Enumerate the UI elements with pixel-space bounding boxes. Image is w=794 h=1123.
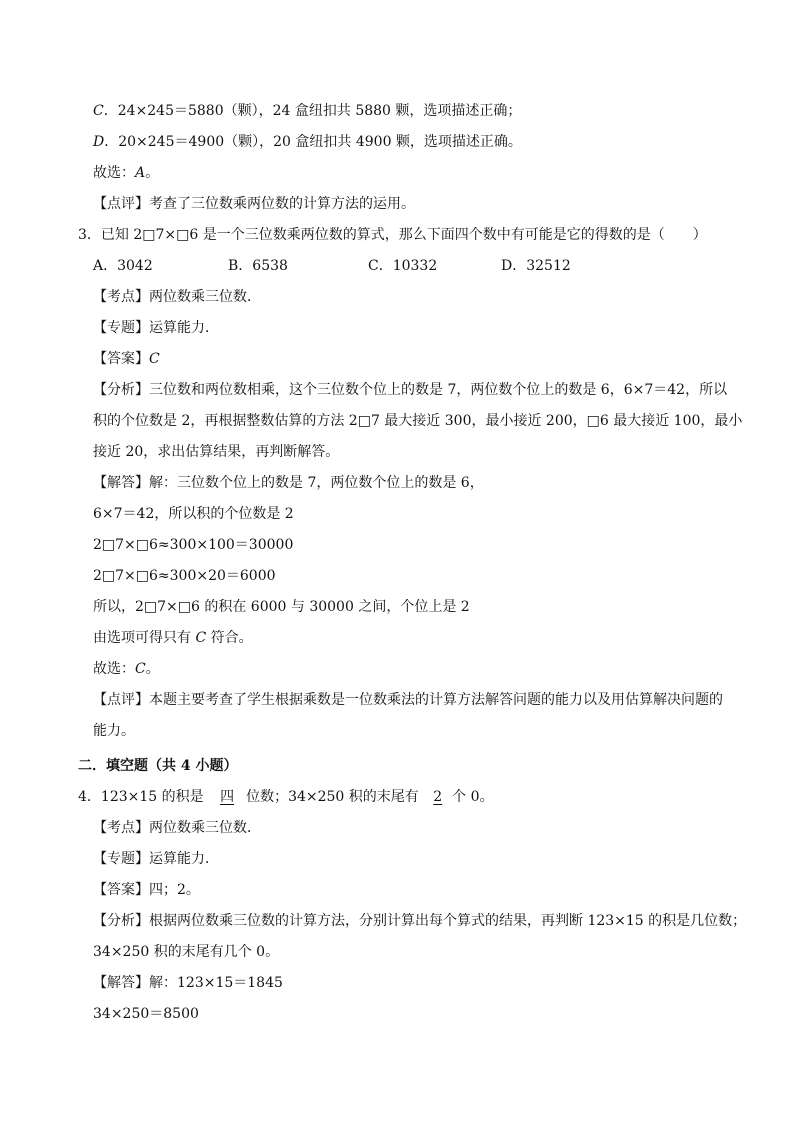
q3-zhuanti xyxy=(93,318,219,338)
zhuanti-text: 运算能力． xyxy=(149,320,219,336)
q3-option-b: B．6538 xyxy=(228,258,288,274)
choose-post: 。 xyxy=(145,661,160,677)
comment-tag: 【点评】 xyxy=(93,196,149,212)
q3-kaodian xyxy=(93,287,261,307)
q4-jieda-line-2: 34×250＝8500 xyxy=(93,1006,199,1022)
choose-ans: C xyxy=(135,661,146,677)
q4-stem-a: 4．123×15 的积是 xyxy=(78,789,204,805)
q3-dianping-line-2: 能力。 xyxy=(93,723,135,739)
q3-stem: 3．已知 2□7×□6 是一个三位数乘两位数的算式，那么下面四个数中有可能是它的得数的是（ ） xyxy=(78,227,707,243)
q3-daan xyxy=(93,349,160,369)
q4-stem xyxy=(78,787,494,807)
option-c-text: ．24×245＝5880（颗），24 盒纽扣共 5880 颗，选项描述正确； xyxy=(103,103,522,119)
q3-option-a: A．3042 xyxy=(93,258,153,274)
q3-jieda-line-2: 6×7＝42，所以积的个位数是 2 xyxy=(93,506,294,522)
daan-tag: 【答案】 xyxy=(93,882,149,898)
jieda-text: 解：三位数个位上的数是 7，两位数个位上的数是 6， xyxy=(149,475,484,491)
option-d-text: ．20×245＝4900（颗），20 盒纽扣共 4900 颗，选项描述正确。 xyxy=(104,134,522,150)
jieda-text: 解：123×15＝1845 xyxy=(149,975,283,991)
option-d-explanation xyxy=(93,132,522,152)
dianping-text: 本题主要考查了学生根据乘数是一位数乘法的计算方法解答问题的能力以及用估算解决问题的 xyxy=(149,692,723,708)
zhuanti-tag: 【专题】 xyxy=(93,851,149,867)
zhuanti-tag: 【专题】 xyxy=(93,320,149,336)
choice-answer: A xyxy=(135,165,146,181)
option-c-letter: C xyxy=(93,103,104,119)
q3-option-c: C．10332 xyxy=(368,258,438,274)
choice-prefix: 故选： xyxy=(93,165,135,181)
daan-text: C xyxy=(149,351,160,367)
kaodian-text: 两位数乘三位数． xyxy=(149,289,261,305)
q4-fenxi-line-2: 34×250 积的末尾有几个 0。 xyxy=(93,944,280,960)
q3-dianping-line-1 xyxy=(93,690,723,710)
q4-kaodian xyxy=(93,818,261,838)
q3-jieda-from xyxy=(93,628,253,648)
from-pre: 由选项可得只有 xyxy=(93,630,196,646)
daan-tag: 【答案】 xyxy=(93,351,149,367)
jieda-tag: 【解答】 xyxy=(93,475,149,491)
q4-blank-1: 四 xyxy=(220,789,235,805)
section-title: 二．填空题（共 4 小题） xyxy=(78,758,238,774)
q4-stem-b: 位数；34×250 积的末尾有 xyxy=(246,789,419,805)
comment-text: 考查了三位数乘两位数的计算方法的运用。 xyxy=(149,196,415,212)
q4-daan xyxy=(93,880,200,900)
fenxi-tag: 【分析】 xyxy=(93,913,149,929)
kaodian-tag: 【考点】 xyxy=(93,820,149,836)
q3-options xyxy=(93,256,713,276)
q3-option-d: D．32512 xyxy=(501,258,571,274)
dianping-tag: 【点评】 xyxy=(93,692,149,708)
comment-line xyxy=(93,194,415,214)
q3-jieda-line-4: 2□7×□6≈300×20＝6000 xyxy=(93,568,276,584)
q3-jieda-line-5: 所以，2□7×□6 的积在 6000 与 30000 之间，个位上是 2 xyxy=(93,599,470,615)
from-post: 符合。 xyxy=(206,630,253,646)
choose-pre: 故选： xyxy=(93,661,135,677)
option-c-explanation xyxy=(93,101,521,121)
q3-jieda-choose xyxy=(93,659,160,679)
q4-zhuanti xyxy=(93,849,219,869)
q4-blank-2: 2 xyxy=(433,789,443,805)
q3-fenxi-line-2: 积的个位数是 2，再根据整数估算的方法 2□7 最大接近 300，最小接近 200，□6 最大接近 100，最小 xyxy=(93,413,743,429)
fenxi-tag: 【分析】 xyxy=(93,382,149,398)
jieda-tag: 【解答】 xyxy=(93,975,149,991)
kaodian-tag: 【考点】 xyxy=(93,289,149,305)
kaodian-text: 两位数乘三位数． xyxy=(149,820,261,836)
option-d-letter: D xyxy=(93,134,105,150)
q4-jieda-line-1 xyxy=(93,973,283,993)
answer-choice-line xyxy=(93,163,159,183)
q4-stem-c: 个 0。 xyxy=(452,789,494,805)
daan-text: 四；2。 xyxy=(149,882,200,898)
from-ans: C xyxy=(195,630,207,646)
q4-fenxi-line-1 xyxy=(93,911,746,931)
q3-jieda-line-1 xyxy=(93,473,484,493)
zhuanti-text: 运算能力． xyxy=(149,851,219,867)
q3-jieda-line-3: 2□7×□6≈300×100＝30000 xyxy=(93,537,294,553)
fenxi-text: 三位数和两位数相乘，这个三位数个位上的数是 7，两位数个位上的数是 6，6×7＝42，所以 xyxy=(149,382,728,398)
choice-end: 。 xyxy=(145,165,160,181)
fenxi-text: 根据两位数乘三位数的计算方法，分别计算出每个算式的结果，再判断 123×15 的积是几位数； xyxy=(149,913,747,929)
q3-fenxi-line-3: 接近 20，求出估算结果，再判断解答。 xyxy=(93,444,340,460)
q3-fenxi-line-1 xyxy=(93,380,727,400)
